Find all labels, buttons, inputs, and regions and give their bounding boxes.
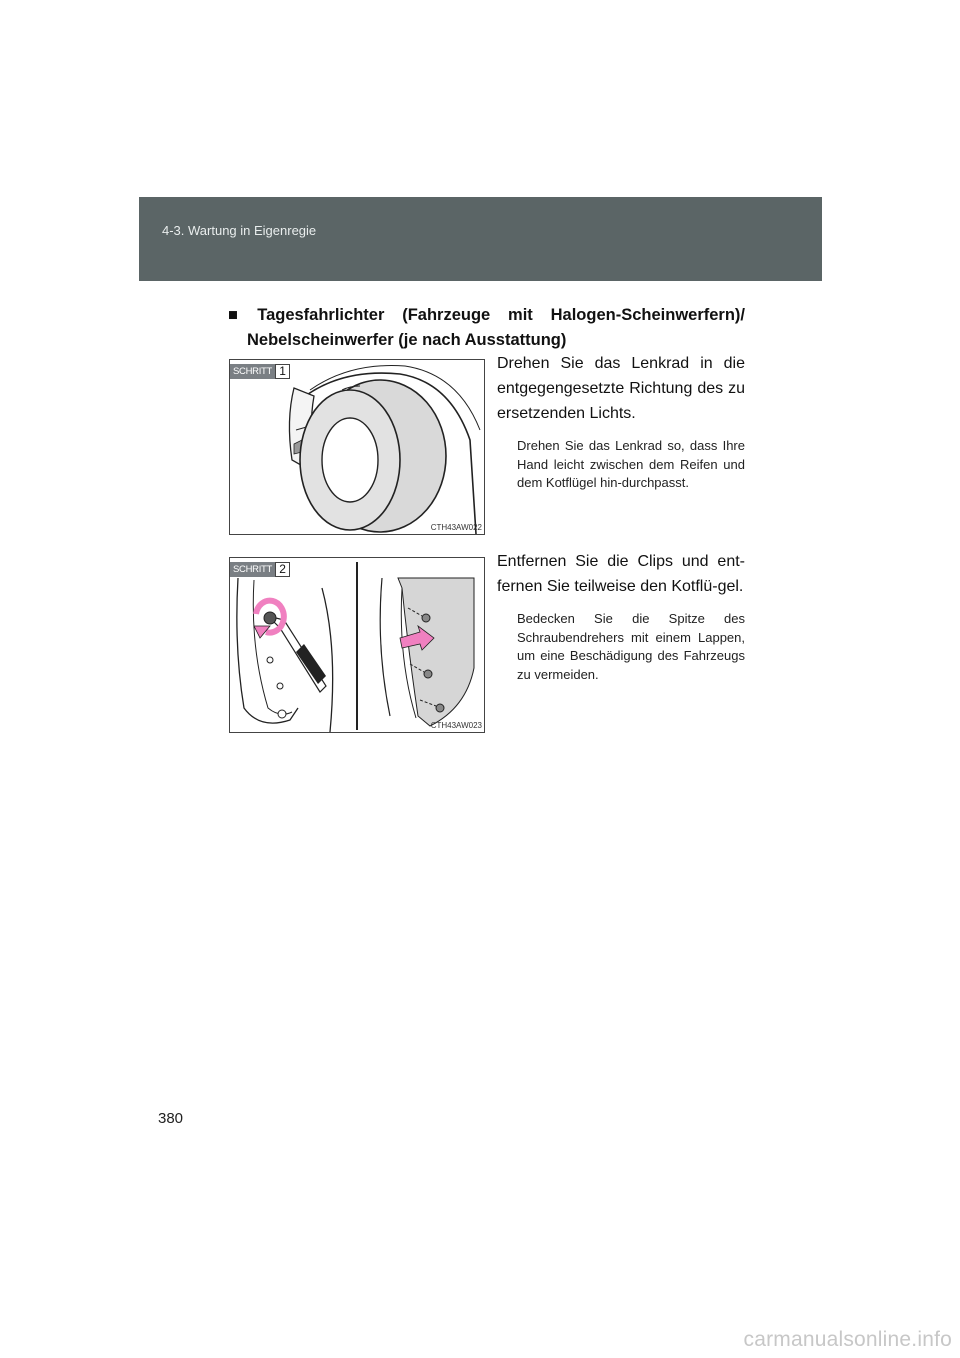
step-number: 2 [275,562,290,577]
figure-code: CTH43AW023 [430,721,482,730]
step-2-badge [230,562,290,577]
step-2-instruction: Entfernen Sie die Clips und ent-fernen Sie teilweise den Kotflü-gel. [497,553,745,595]
step-2-note: Bedecken Sie die Spitze des Schraubendrehers mit einem Lappen, um eine Beschädigung des Fahrzeugs zu vermeiden. [517,611,745,682]
step-label: SCHRITT [230,364,275,379]
step-1-note: Drehen Sie das Lenkrad so, dass Ihre Hand leicht zwischen dem Reifen und dem Kotflügel hin-durchpasst. [517,438,745,490]
section-heading [228,303,745,353]
page-number: 380 [158,1110,184,1127]
header-band [139,197,822,281]
step-1-instruction: Drehen Sie das Lenkrad in die entgegengesetzte Richtung des zu ersetzenden Lichts. [497,355,745,422]
watermark: carmanualsonline.info [743,1328,952,1351]
section-breadcrumb: 4-3. Wartung in Eigenregie [162,223,317,238]
step-1-text-block [497,351,745,493]
figure-code: CTH43AW022 [430,523,482,532]
clip-removal-illustration [230,558,484,732]
step-number: 1 [275,364,290,379]
step-2-figure [229,557,485,733]
step-label: SCHRITT [230,562,275,577]
tire-fender-illustration [230,360,484,534]
bullet-square-icon: ■ [228,306,252,324]
step-1-figure [229,359,485,535]
step-1-badge [230,364,290,379]
heading-line-1: Tagesfahrlichter (Fahrzeuge mit Halogen-Scheinwerfern)/ [257,306,745,324]
step-2-text-block [497,549,745,684]
heading-line-2: Nebelscheinwerfer (je nach Ausstattung) [247,331,567,349]
